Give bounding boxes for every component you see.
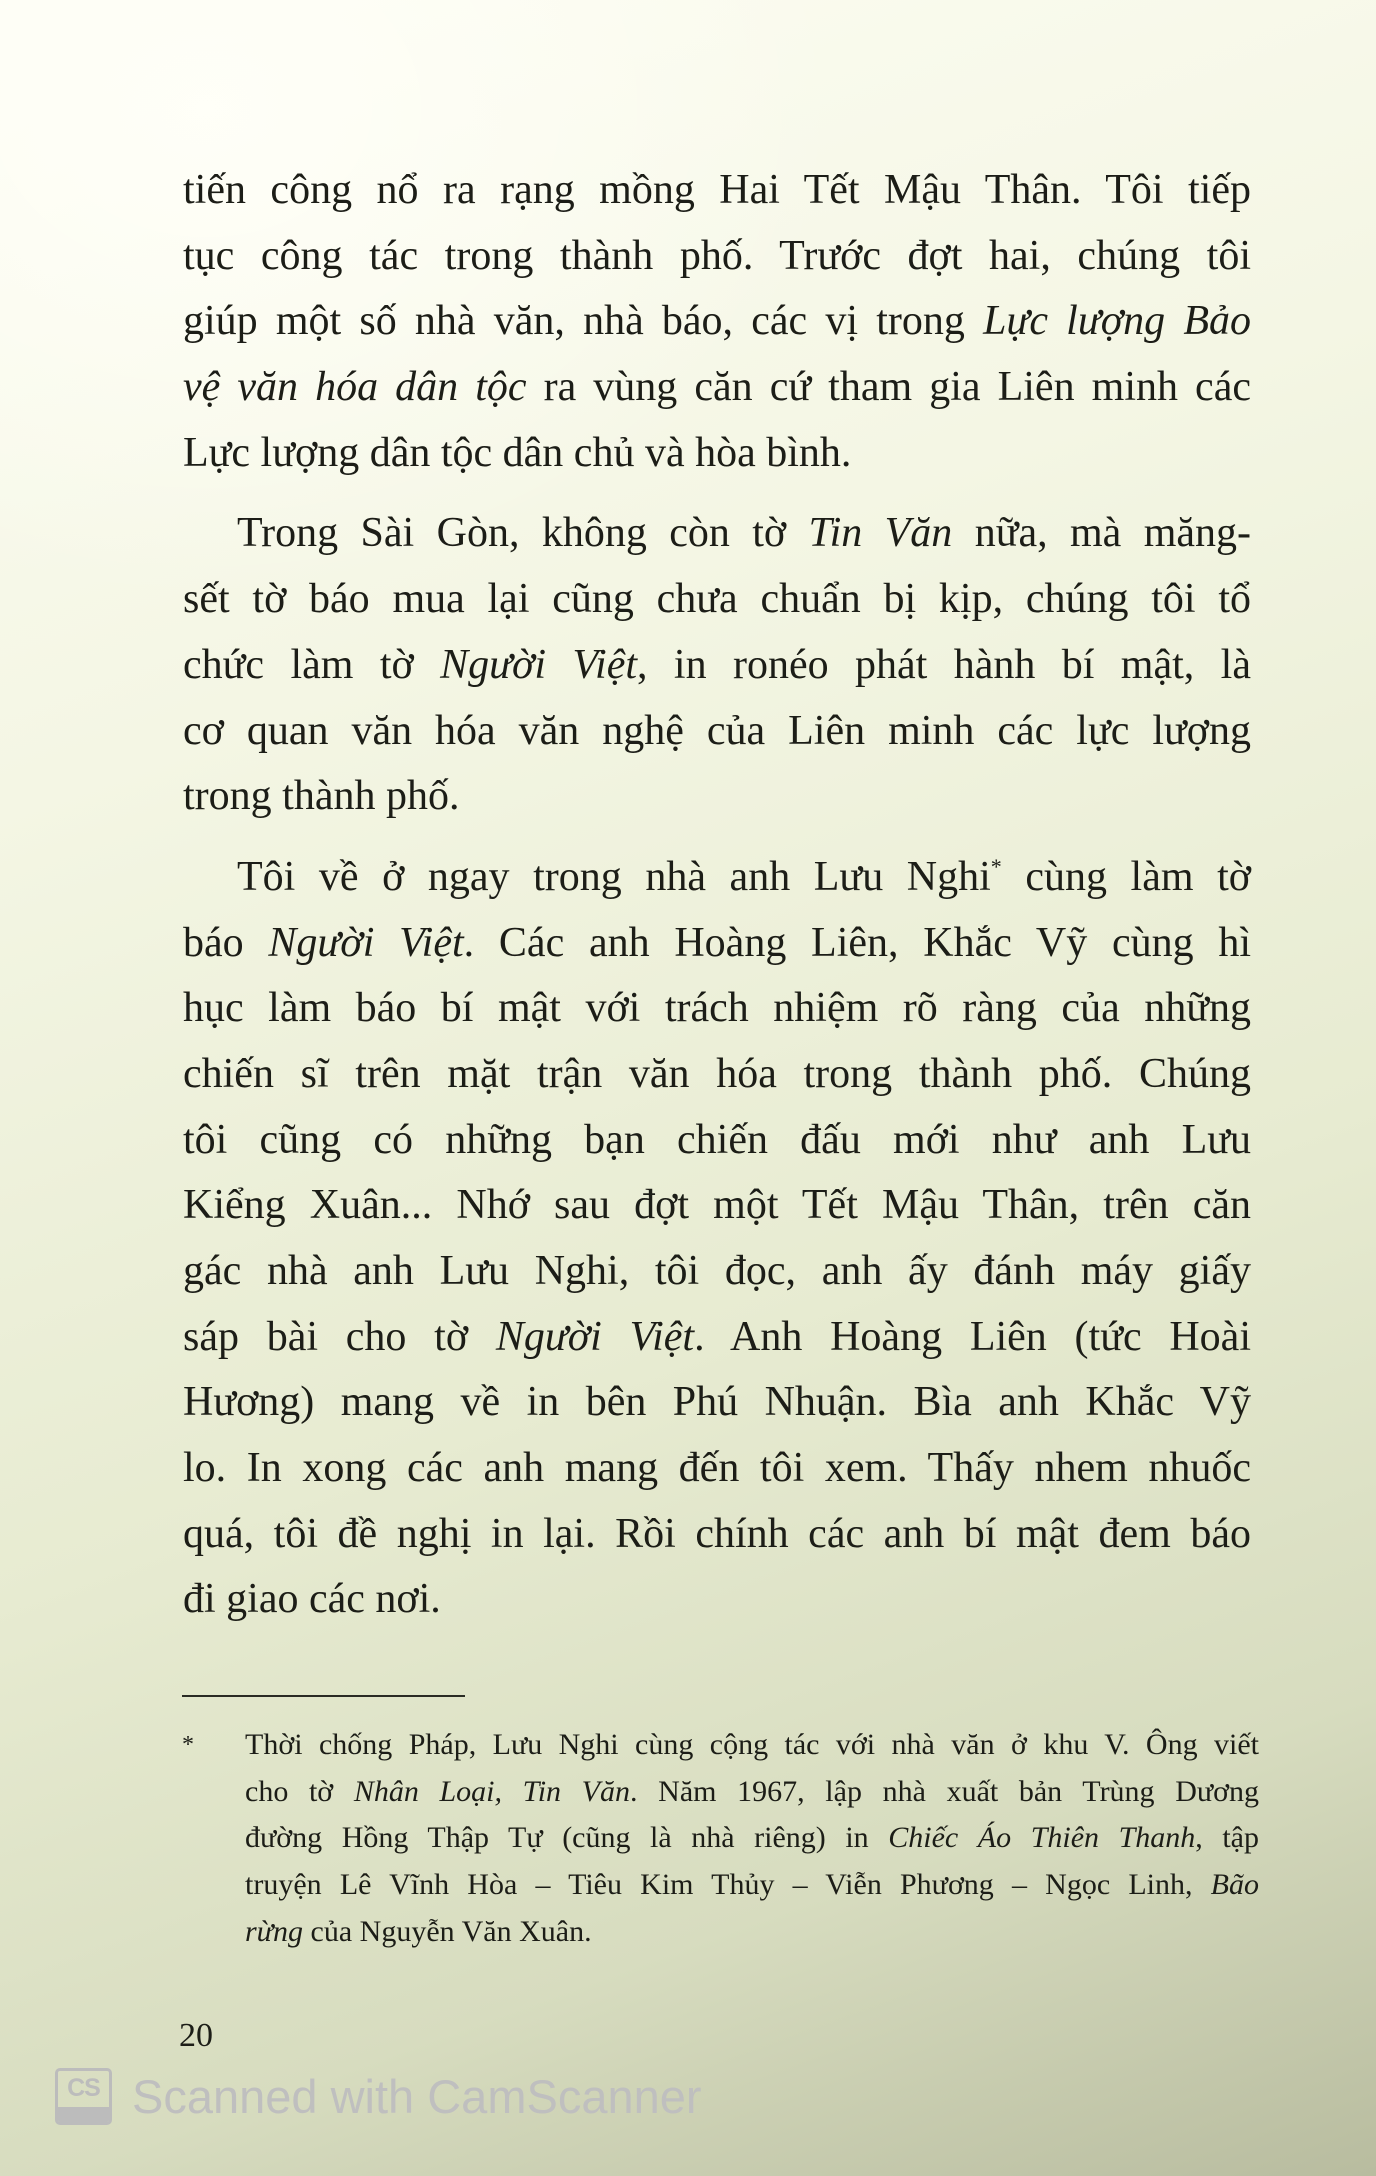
text-run: Hương) mang về in bên Phú Nhuận. Bìa anh Khắc Vỹ	[183, 1379, 1251, 1426]
footnote-line	[245, 1815, 1259, 1862]
text-line	[183, 911, 1251, 977]
body-text	[183, 158, 1251, 1648]
italic-title: Lực lượng Bảo	[983, 298, 1251, 345]
text-line	[183, 421, 1251, 487]
footnote-line	[245, 1769, 1259, 1816]
text-run: đi giao các nơi.	[183, 1576, 441, 1623]
text-run: chiến sĩ trên mặt trận văn hóa trong thành phố. Chúng	[183, 1050, 1251, 1097]
text-run: truyện Lê Vĩnh Hòa – Tiêu Kim Thủy – Viễn Phương – Ngọc Linh,	[245, 1868, 1211, 1902]
text-line	[183, 1436, 1251, 1502]
text-run: báo	[183, 919, 269, 966]
text-run: cơ quan văn hóa văn nghệ của Liên minh các lực lượng	[183, 707, 1251, 754]
text-run: sết tờ báo mua lại cũng chưa chuẩn bị kịp, chúng tôi tổ	[183, 576, 1251, 623]
italic-title: Người Việt	[440, 641, 638, 688]
text-run: lo. In xong các anh mang đến tôi xem. Thấy nhem nhuốc	[183, 1445, 1251, 1492]
footnote-reference: *	[990, 853, 1002, 879]
camscanner-logo-icon	[55, 2068, 112, 2125]
text-run: hục làm báo bí mật với trách nhiệm rõ ràng của những	[183, 985, 1251, 1032]
italic-title: Người Việt	[495, 1313, 695, 1360]
text-line	[183, 355, 1251, 421]
text-line	[183, 567, 1251, 633]
text-run: quá, tôi đề nghị in lại. Rồi chính các anh bí mật đem báo	[183, 1510, 1251, 1557]
text-line	[183, 501, 1251, 567]
italic-title: Người Việt	[268, 919, 464, 966]
text-line	[183, 158, 1251, 224]
footnote-line	[245, 1722, 1259, 1769]
text-line	[183, 1173, 1251, 1239]
text-run: Thời chống Pháp, Lưu Nghi cùng cộng tác với nhà văn ở khu V. Ông viết	[245, 1728, 1259, 1761]
text-run: Tôi về ở ngay trong nhà anh Lưu Nghi	[237, 853, 991, 900]
text-line	[183, 1305, 1251, 1371]
italic-title: Bão	[1210, 1868, 1259, 1902]
text-run: cho tờ	[245, 1774, 354, 1808]
italic-title: Nhân Loại, Tin Văn	[353, 1774, 631, 1808]
watermark-text: Scanned with CamScanner	[132, 2070, 702, 2123]
text-run: nữa, mà măng-	[952, 510, 1252, 557]
text-line	[183, 633, 1251, 699]
footnote-text	[245, 1722, 1259, 1955]
paragraph	[183, 845, 1251, 1633]
text-run: ra vùng căn cứ tham gia Liên minh các	[526, 364, 1251, 411]
text-line	[183, 224, 1251, 290]
text-run: , tập	[1195, 1821, 1259, 1855]
text-run: Trong Sài Gòn, không còn tờ	[237, 510, 809, 557]
paragraph	[183, 158, 1251, 486]
page-number: 20	[179, 2017, 213, 2054]
camscanner-logo-text: CS	[67, 2074, 100, 2102]
text-line	[183, 764, 1251, 830]
paragraph	[183, 501, 1251, 829]
text-line	[183, 845, 1251, 911]
footnote-divider	[182, 1695, 465, 1697]
text-line	[183, 1567, 1251, 1633]
text-line	[183, 1042, 1251, 1108]
text-run: sáp bài cho tờ	[183, 1313, 496, 1360]
text-run: gác nhà anh Lưu Nghi, tôi đọc, anh ấy đánh máy giấy	[183, 1248, 1251, 1294]
text-line	[183, 1370, 1251, 1436]
italic-title: rừng	[245, 1914, 304, 1948]
italic-title: Tin Văn	[808, 510, 953, 557]
text-run: cùng làm tờ	[1001, 853, 1251, 900]
text-run: . Các anh Hoàng Liên, Khắc Vỹ cùng hì	[463, 919, 1251, 966]
text-run: Kiểng Xuân... Nhớ sau đợt một Tết Mậu Thân, trên căn	[183, 1182, 1251, 1229]
text-run: , in ronéo phát hành bí mật, là	[637, 641, 1251, 688]
text-run: của Nguyễn Văn Xuân.	[303, 1914, 592, 1948]
footnote-line	[245, 1909, 1259, 1956]
italic-title: vệ văn hóa dân tộc	[183, 364, 527, 411]
text-run: . Anh Hoàng Liên (tức Hoài	[694, 1313, 1251, 1360]
text-run: tiến công nổ ra rạng mồng Hai Tết Mậu Thân. Tôi tiếp	[183, 167, 1251, 213]
text-run: đường Hồng Thập Tự (cũng là nhà riêng) in	[245, 1821, 889, 1855]
footnote-line	[245, 1862, 1259, 1909]
text-line	[183, 699, 1251, 765]
text-run: chức làm tờ	[183, 641, 441, 688]
text-line	[183, 976, 1251, 1042]
footnote-marker: *	[182, 1732, 194, 1758]
italic-title: Chiếc Áo Thiên Thanh	[888, 1821, 1196, 1855]
text-run: giúp một số nhà văn, nhà báo, các vị trong	[183, 298, 984, 345]
text-line	[183, 289, 1251, 355]
text-run: trong thành phố.	[183, 773, 460, 820]
text-line	[183, 1239, 1251, 1305]
text-line	[183, 1502, 1251, 1568]
text-run: . Năm 1967, lập nhà xuất bản Trùng Dương	[630, 1774, 1260, 1808]
text-run: Lực lượng dân tộc dân chủ và hòa bình.	[183, 429, 852, 476]
camscanner-watermark	[55, 2066, 702, 2127]
camscanner-logo-bar	[58, 2107, 109, 2122]
text-line	[183, 1108, 1251, 1174]
text-run: tục công tác trong thành phố. Trước đợt hai, chúng tôi	[183, 232, 1251, 279]
text-run: tôi cũng có những bạn chiến đấu mới như anh Lưu	[183, 1116, 1251, 1163]
